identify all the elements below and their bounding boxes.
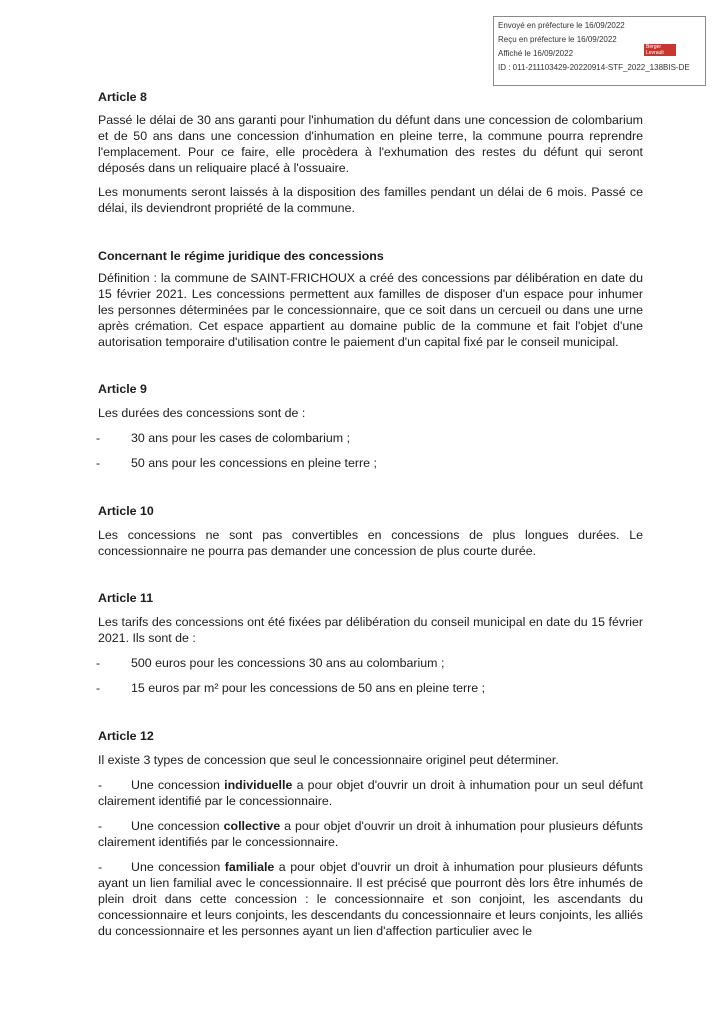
prefecture-stamp bbox=[493, 16, 706, 86]
list-item-text: 500 euros pour les concessions 30 ans au colombarium ; bbox=[131, 656, 445, 670]
bullet-dash: - bbox=[98, 778, 103, 792]
stamp-posted: Affiché le 16/09/2022 bbox=[498, 49, 574, 58]
article-8-paragraph-1: Passé le délai de 30 ans garanti pour l'inhumation du défunt dans une concession de colombarium et de 50 ans dans une concession d'inhumation en pleine terre, la commune pourra reprendre l'emplacement. Pour ce faire, elle procèdera à l'exhumation des restes du défunt qui seront déposés dans un reliquaire placé à l'ossuaire. bbox=[98, 113, 643, 175]
list-item-text: 50 ans pour les concessions en pleine terre ; bbox=[131, 456, 377, 470]
berger-levrault-logo: Berger Levrault bbox=[644, 44, 676, 56]
article-11-title: Article 11 bbox=[98, 591, 154, 605]
emphasis-individuelle: individuelle bbox=[224, 778, 293, 792]
bullet-dash: - bbox=[96, 431, 101, 445]
list-item bbox=[98, 430, 643, 446]
list-item-text: 30 ans pour les cases de colombarium ; bbox=[131, 431, 351, 445]
stamp-id: ID : 011-211103429-20220914-STF_2022_138BIS-DE bbox=[498, 63, 690, 72]
stamp-received: Reçu en préfecture le 16/09/2022 bbox=[498, 35, 617, 44]
bullet-dash: - bbox=[98, 819, 103, 833]
document-body bbox=[98, 89, 643, 939]
list-item-text: 15 euros par m² pour les concessions de 50 ans en pleine terre ; bbox=[131, 681, 486, 695]
article-12-title: Article 12 bbox=[98, 729, 154, 743]
emphasis-collective: collective bbox=[223, 819, 281, 833]
concession-type-familial: - Une concession familiale a pour objet d'ouvrir un droit à inhumation pour plusieurs défunts ayant un lien familial avec le concessionnaire. Il est précisé que pourront dès lors être inhumés de plein droit dans cette concession : le concessionnaire et son conjoint, les ascendants du concessionnaire et leurs conjoints, les descendants du concessionnaire et leurs conjoints, les alliés du concessionnaire et les personnes ayant un lien d'affection particulier avec le bbox=[98, 860, 643, 938]
regime-title: Concernant le régime juridique des concessions bbox=[98, 249, 384, 263]
emphasis-familiale: familiale bbox=[224, 860, 275, 874]
list-item bbox=[98, 680, 643, 696]
concession-type-collective: - Une concession collective a pour objet d'ouvrir un droit à inhumation pour plusieurs défunts clairement identifiés par le concessionnaire. bbox=[98, 819, 643, 849]
article-10-title: Article 10 bbox=[98, 504, 154, 518]
list-item bbox=[98, 655, 643, 671]
article-8-title: Article 8 bbox=[98, 90, 147, 104]
regime-definition: Définition : la commune de SAINT-FRICHOUX a créé des concessions par délibération en date du 15 février 2021. Les concessions permettent aux familles de disposer d'un espace pour inhumer les personnes déterminées par le concessionnaire, que ce soit dans un cercueil ou dans une urne après crémation. Cet espace appartient au domaine public de la commune et fait l'objet d'une autorisation temporaire d'utilisation contre le paiement d'un capital fixé par le conseil municipal. bbox=[98, 271, 643, 349]
article-11-intro: Les tarifs des concessions ont été fixées par délibération du conseil municipal en date du 15 février 2021. Ils sont de : bbox=[98, 615, 643, 645]
article-10-paragraph: Les concessions ne sont pas convertibles en concessions de plus longues durées. Le concessionnaire ne pourra pas demander une concession de plus courte durée. bbox=[98, 528, 643, 558]
list-item bbox=[98, 455, 643, 471]
article-9-title: Article 9 bbox=[98, 382, 147, 396]
article-8-paragraph-2: Les monuments seront laissés à la disposition des familles pendant un délai de 6 mois. Passé ce délai, ils deviendront propriété de la commune. bbox=[98, 185, 643, 215]
bullet-dash: - bbox=[96, 456, 101, 470]
bullet-dash: - bbox=[96, 681, 101, 695]
article-12-intro: Il existe 3 types de concession que seul le concessionnaire originel peut déterminer. bbox=[98, 753, 559, 767]
article-9-intro: Les durées des concessions sont de : bbox=[98, 406, 306, 420]
bullet-dash: - bbox=[96, 656, 101, 670]
stamp-sent: Envoyé en préfecture le 16/09/2022 bbox=[498, 21, 625, 30]
concession-type-individual: - Une concession individuelle a pour objet d'ouvrir un droit à inhumation pour un seul défunt clairement identifié par le concessionnaire. bbox=[98, 778, 643, 808]
bullet-dash: - bbox=[98, 860, 103, 874]
